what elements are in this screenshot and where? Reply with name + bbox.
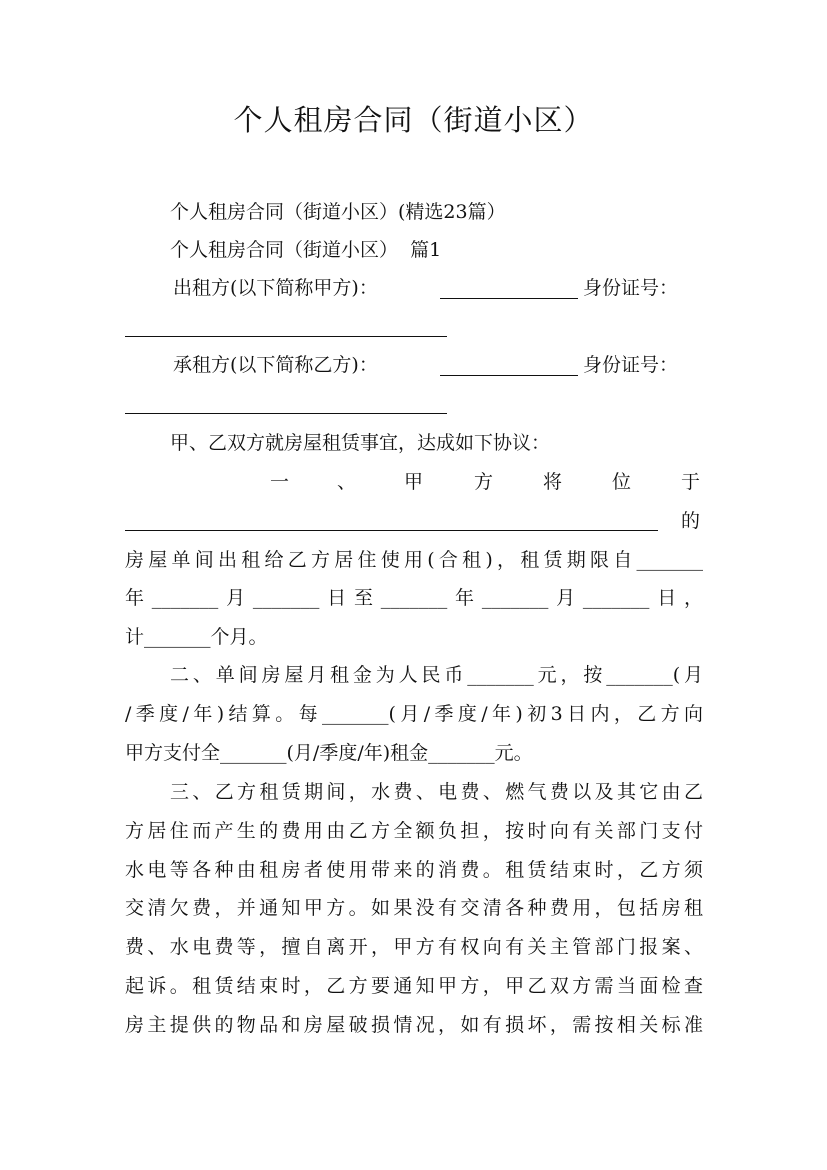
clause3-line4: 交清欠费，并通知甲方。如果没有交清各种费用，包括房租 — [125, 897, 703, 919]
clause2-line2: /季度/年)结算。每_______(月/季度/年)初3日内，乙方向 — [125, 703, 703, 725]
clause1-spread-7: 于 — [681, 471, 701, 493]
lessee-id-label: 身份证号： — [583, 354, 679, 376]
clause3-line2: 方居住而产生的费用由乙方全额负担，按时向有关部门支付 — [125, 820, 703, 842]
clause1-spread-6: 位 — [612, 471, 632, 493]
clause3-line3: 水电等各种由租房者使用带来的消费。租赁结束时，乙方须 — [125, 859, 703, 881]
intro-paragraph: 甲、乙双方就房屋租赁事宜，达成如下协议： — [170, 432, 551, 454]
clause3-line7: 房主提供的物品和房屋破损情况，如有损坏，需按相关标准 — [125, 1014, 703, 1036]
subtitle: 个人租房合同（街道小区）(精选23篇） — [170, 201, 506, 223]
clause1-spread-3: 甲 — [404, 471, 424, 493]
clause2-line3: 甲方支付全_______(月/季度/年)租金_______元。 — [125, 742, 533, 764]
clause3-line5: 费、水电费等，擅自离开，甲方有权向有关主管部门报案、 — [125, 936, 703, 958]
lessor-label: 出租方(以下简称甲方)： — [173, 277, 378, 299]
clause2-line1: 二、单间房屋月租金为人民币_______元，按_______(月 — [170, 664, 703, 686]
clause1-spread-2: 、 — [337, 471, 357, 493]
clause1-address-blank — [125, 530, 658, 531]
clause1-line5: 计_______个月。 — [125, 626, 268, 648]
section-heading: 个人租房合同（街道小区） 篇1 — [170, 239, 442, 261]
clause1-spread-4: 方 — [474, 471, 494, 493]
clause1-spread-1: 一 — [270, 471, 290, 493]
clause1-after-blank: 的 — [681, 510, 701, 532]
clause3-line6: 起诉。租赁结束时，乙方要通知甲方，甲乙双方需当面检查 — [125, 975, 703, 997]
lessor-name-blank — [440, 298, 578, 299]
lessee-name-blank — [440, 375, 578, 376]
clause1-line4: 年_______月_______日至_______年_______月_______日， — [125, 587, 703, 609]
lessor-id-label: 身份证号： — [583, 277, 679, 299]
clause1-line3: 房屋单间出租给乙方居住使用(合租)，租赁期限自_______ — [125, 549, 703, 571]
clause3-line1: 三、乙方租赁期间，水费、电费、燃气费以及其它由乙 — [170, 781, 703, 803]
lessor-id-blank — [125, 336, 447, 337]
clause1-spread-5: 将 — [543, 471, 563, 493]
lessee-id-blank — [125, 413, 447, 414]
document-title: 个人租房合同（街道小区） — [233, 103, 594, 137]
lessee-label: 承租方(以下简称乙方)： — [173, 354, 378, 376]
